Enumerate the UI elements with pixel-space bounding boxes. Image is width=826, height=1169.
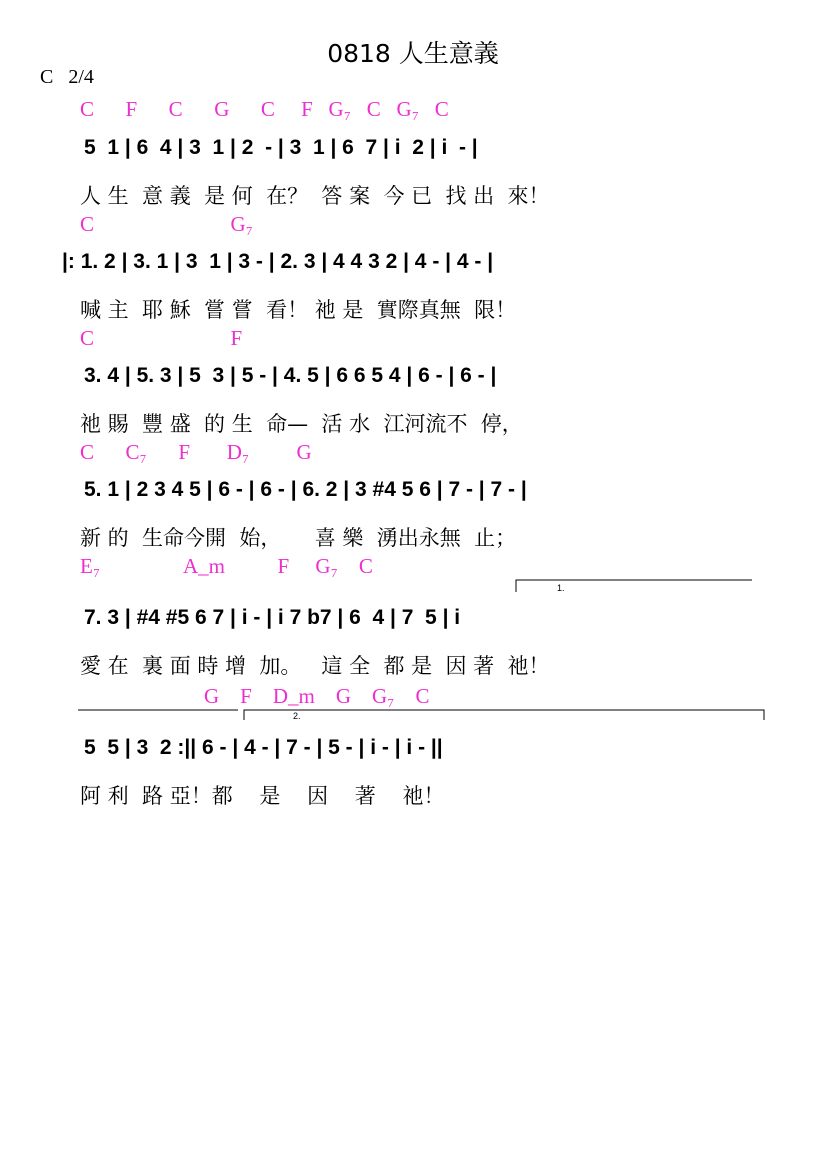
song-title: 0818 人生意義 — [327, 39, 499, 68]
chord-line-3: C F — [80, 326, 243, 350]
chord-line-2: C G₇ — [80, 212, 253, 236]
notes-line-2: |: 1. 2 | 3. 1 | 3 1 | 3 - | 2. 3 | 4 4 3 2 | 4 - | 4 - | — [62, 250, 494, 273]
key-signature: C 2/4 — [40, 66, 94, 88]
lyrics-line-5: 愛 在 裏 面 時 增 加。 這 全 都 是 因 著 祂！ — [80, 654, 550, 678]
chord-line-5: E₇ A_m F G₇ C — [80, 554, 373, 578]
lyrics-line-4: 新 的 生命今開 始， 喜 樂 湧出永無 止； — [80, 526, 517, 550]
lyrics-line-6: 阿 利 路 亞！都 是 因 著 祂！ — [80, 784, 445, 808]
notes-line-6: 5 5 | 3 2 :|| 6 - | 4 - | 7 - | 5 - | i - | i - || — [84, 736, 443, 759]
chord-line-4: C C₇ F D₇ G — [80, 440, 312, 464]
chord-line-1: C F C G C F G₇ C G₇ C — [80, 97, 449, 121]
chord-line-6: G F D_m G G₇ C — [204, 684, 430, 708]
notes-line-4: 5. 1 | 2 3 4 5 | 6 - | 6 - | 6. 2 | 3 #4 5 6 | 7 - | 7 - | — [84, 478, 527, 501]
volta-2-label: 2. — [293, 711, 301, 721]
lyrics-line-2: 喊 主 耶 穌 嘗 嘗 看！ 祂 是 實際真無 限！ — [80, 298, 517, 322]
lyrics-line-1: 人 生 意 義 是 何 在？ 答 案 今 已 找 出 來！ — [80, 184, 550, 208]
notes-line-3: 3. 4 | 5. 3 | 5 3 | 5 - | 4. 5 | 6 6 5 4 | 6 - | 6 - | — [84, 364, 497, 387]
volta-2-bracket — [244, 710, 764, 720]
volta-1-bracket — [516, 580, 752, 592]
volta-1-label: 1. — [557, 583, 565, 593]
notes-line-1: 5 1 | 6 4 | 3 1 | 2 - | 3 1 | 6 7 | i 2 | i - | — [84, 136, 478, 159]
notes-line-5: 7. 3 | #4 #5 6 7 | i - | i 7 b7 | 6 4 | 7 5 | i — [84, 606, 461, 629]
lyrics-line-3: 祂 賜 豐 盛 的 生 命— 活 水 江河流不 停， — [80, 412, 523, 436]
